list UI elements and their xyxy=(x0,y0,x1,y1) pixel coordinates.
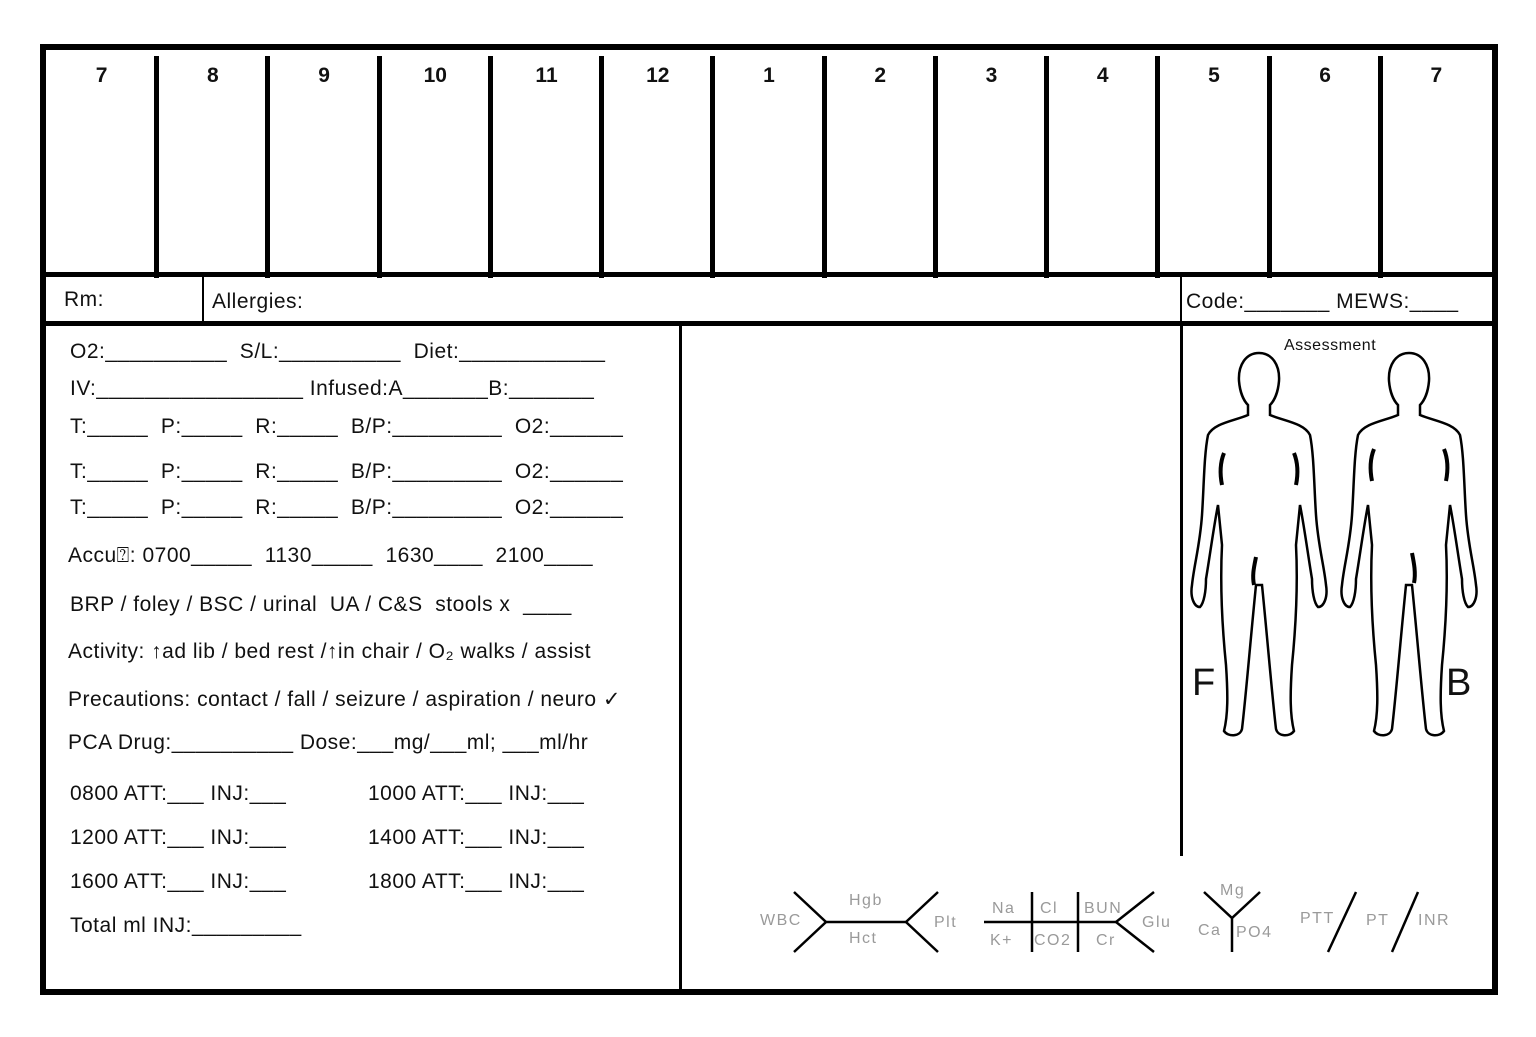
hour-label: 11 xyxy=(535,64,558,87)
att-1400: 1400 ATT:___ INJ:___ xyxy=(368,826,585,849)
hour-column[interactable] xyxy=(602,50,713,278)
hour-label: 2 xyxy=(874,64,887,87)
code-mews-label: Code:_______ MEWS:____ xyxy=(1186,290,1459,313)
nursing-report-sheet xyxy=(40,44,1498,995)
lab-bun: BUN xyxy=(1084,900,1123,917)
lab-wbc: WBC xyxy=(760,912,802,929)
hour-label: 5 xyxy=(1208,64,1220,87)
lab-k: K+ xyxy=(990,932,1014,949)
lab-glu: Glu xyxy=(1142,914,1172,931)
hour-label: 4 xyxy=(1096,64,1109,87)
room-label: Rm: xyxy=(64,288,104,311)
hour-column[interactable] xyxy=(1047,50,1158,278)
hour-column[interactable] xyxy=(936,50,1047,278)
hour-label: 9 xyxy=(318,64,330,87)
att-1600: 1600 ATT:___ INJ:___ xyxy=(70,870,287,893)
hour-label: 7 xyxy=(1430,64,1443,87)
lab-hgb: Hgb xyxy=(849,892,883,909)
divider xyxy=(202,277,204,321)
lab-po4: PO4 xyxy=(1236,924,1273,941)
hour-column[interactable] xyxy=(1381,50,1492,278)
hour-column[interactable] xyxy=(380,50,491,278)
hour-column[interactable] xyxy=(46,50,157,278)
activity-line: Activity: ↑ad lib / bed rest /↑in chair / O₂ walks / assist xyxy=(68,640,592,663)
elimination-line: BRP / foley / BSC / urinal UA / C&S stools x ____ xyxy=(70,593,572,616)
divider xyxy=(1180,326,1183,856)
hour-label: 1 xyxy=(763,64,775,87)
divider xyxy=(1180,277,1182,321)
hour-column[interactable] xyxy=(491,50,602,278)
lab-inr: INR xyxy=(1418,912,1451,929)
att-1200: 1200 ATT:___ INJ:___ xyxy=(70,826,287,849)
hour-column[interactable] xyxy=(713,50,824,278)
hour-label: 10 xyxy=(423,64,447,87)
total-inj-line: Total ml INJ:_________ xyxy=(70,914,302,937)
allergies-label: Allergies: xyxy=(212,290,304,313)
assessment-title: Assessment xyxy=(1284,337,1377,354)
hourly-timeline xyxy=(46,50,1492,278)
hour-label: 12 xyxy=(646,64,670,87)
lab-ca: Ca xyxy=(1198,922,1222,939)
lab-hct: Hct xyxy=(849,930,878,947)
lab-ptt: PTT xyxy=(1300,910,1335,927)
lab-plt: Plt xyxy=(934,914,958,931)
divider xyxy=(679,326,682,995)
hour-label: 8 xyxy=(206,64,219,87)
lab-na: Na xyxy=(992,900,1016,917)
hour-column[interactable] xyxy=(1270,50,1381,278)
lab-pt: PT xyxy=(1366,912,1390,929)
att-1000: 1000 ATT:___ INJ:___ xyxy=(368,782,585,805)
vitals-line-3: T:_____ P:_____ R:_____ B/P:_________ O2:______ xyxy=(70,496,624,519)
lab-cr: Cr xyxy=(1096,932,1116,949)
accu-check-line: Accu⍰: 0700_____ 1130_____ 1630____ 2100____ xyxy=(68,544,593,567)
hour-label: 7 xyxy=(95,64,108,87)
lab-mg: Mg xyxy=(1220,882,1246,899)
vitals-line-2: T:_____ P:_____ R:_____ B/P:_________ O2:______ xyxy=(70,460,624,483)
divider xyxy=(46,272,1492,277)
iv-line: IV:_________________ Infused:A_______B:_______ xyxy=(70,377,595,400)
hour-label: 3 xyxy=(985,64,998,87)
att-0800: 0800 ATT:___ INJ:___ xyxy=(70,782,287,805)
o2-sl-diet-line: O2:__________ S/L:__________ Diet:____________ xyxy=(70,340,606,363)
back-label: B xyxy=(1446,662,1472,704)
precautions-line: Precautions: contact / fall / seizure / aspiration / neuro ✓ xyxy=(68,688,622,711)
hour-label: 6 xyxy=(1319,64,1331,87)
pca-line: PCA Drug:__________ Dose:___mg/___ml; ___ml/hr xyxy=(68,731,589,754)
hour-column[interactable] xyxy=(1158,50,1269,278)
front-label: F xyxy=(1192,662,1216,704)
lab-cl: Cl xyxy=(1040,900,1059,917)
divider xyxy=(46,321,1492,326)
att-1800: 1800 ATT:___ INJ:___ xyxy=(368,870,585,893)
lab-co2: CO2 xyxy=(1034,932,1072,949)
hour-column[interactable] xyxy=(157,50,268,278)
hour-column[interactable] xyxy=(268,50,379,278)
vitals-line-1: T:_____ P:_____ R:_____ B/P:_________ O2:______ xyxy=(70,415,624,438)
hour-column[interactable] xyxy=(825,50,936,278)
